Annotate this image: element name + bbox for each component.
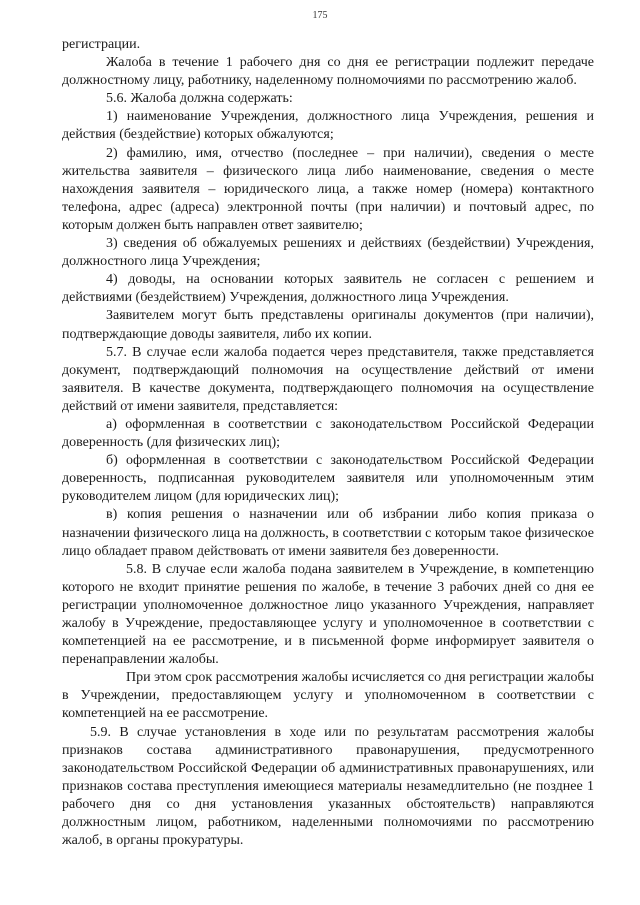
paragraph-review-period: При этом срок рассмотрения жалобы исчисляется со дня регистрации жалобы в Учреждении, предоставляющем услугу и уполномоченном в соответствии с компетенцией на ее рассмотрение.	[62, 670, 594, 722]
paragraph-section-5-8: 5.8. В случае если жалоба подана заявителем в Учреждение, в компетенцию которого не входит принятие решения по жалобе, в течение 3 рабочих дней со дня ее регистрации уполномоченное должностное лицо указанного Учреждения, направляет жалобу в Учреждение, предоставляющее услугу и уполномоченное в соответствии с компетенцией на ее рассмотрение, и в письменной форме информирует заявителя о перенаправлении жалобы.	[62, 561, 594, 668]
paragraph-section-5-9: 5.9. В случае установления в ходе или по результатам рассмотрения жалобы признаков состава административного правонарушения, предусмотренного законодательством Российской Федерации об административных правонарушениях, или признаков состава преступления имеющиеся материалы незамедлительно (не позднее 1 рабочего дня со дня установления указанных обстоятельств) направляются должностным лицом, работником, наделенными полномочиями по рассмотрению жалоб, в органы прокуратуры.	[62, 724, 594, 849]
paragraph-item-b: б) оформленная в соответствии с законодательством Российской Федерации доверенность, подписанная руководителем заявителя или уполномоченным этим руководителем лицом (для юридических лиц);	[62, 453, 594, 505]
document-body	[62, 36, 594, 850]
paragraph-registration-end: регистрации.	[62, 37, 141, 52]
paragraph-complaint-transfer: Жалоба в течение 1 рабочего дня со дня ее регистрации подлежит передаче должностному лицу, работнику, наделенному полномочиями по рассмотрению жалоб.	[62, 55, 594, 89]
paragraph-item-a: а) оформленная в соответствии с законодательством Российской Федерации доверенность (для физических лиц);	[62, 416, 594, 451]
paragraph-item-v: в) копия решения о назначении или об избрании либо копия приказа о назначении физического лица на должность, в соответствии с которым такое физическое лицо обладает правом действовать от имени заявителя без доверенности.	[62, 507, 594, 559]
paragraph-item-3: 3) сведения об обжалуемых решениях и действиях (бездействии) Учреждения, должностного лица Учреждения;	[62, 236, 594, 270]
paragraph-item-2: 2) фамилию, имя, отчество (последнее – при наличии), сведения о месте жительства заявителя – физического лица либо наименование, сведения о месте нахождения заявителя – юридического лица, а также номер (номера) контактного телефона, адрес (адреса) электронной почты (при наличии) и почтовый адрес, по которым должен быть направлен ответ заявителю;	[62, 145, 594, 233]
paragraph-item-1: 1) наименование Учреждения, должностного лица Учреждения, решения и действия (бездействие) которых обжалуются;	[62, 109, 594, 143]
paragraph-item-4: 4) доводы, на основании которых заявитель не согласен с решением и действиями (бездействием) Учреждения, должностного лица Учреждения.	[62, 272, 594, 306]
paragraph-originals: Заявителем могут быть представлены оригиналы документов (при наличии), подтверждающие доводы заявителя, либо их копии.	[62, 308, 594, 342]
paragraph-section-5-7: 5.7. В случае если жалоба подается через представителя, также представляется документ, подтверждающий полномочия на осуществление действий от имени заявителя. В качестве документа, подтверждающего полномочия на осуществление действий от имени заявителя, представляется:	[62, 344, 594, 414]
paragraph-section-5-6: 5.6. Жалоба должна содержать:	[106, 91, 293, 107]
page-number: 175	[312, 10, 328, 21]
